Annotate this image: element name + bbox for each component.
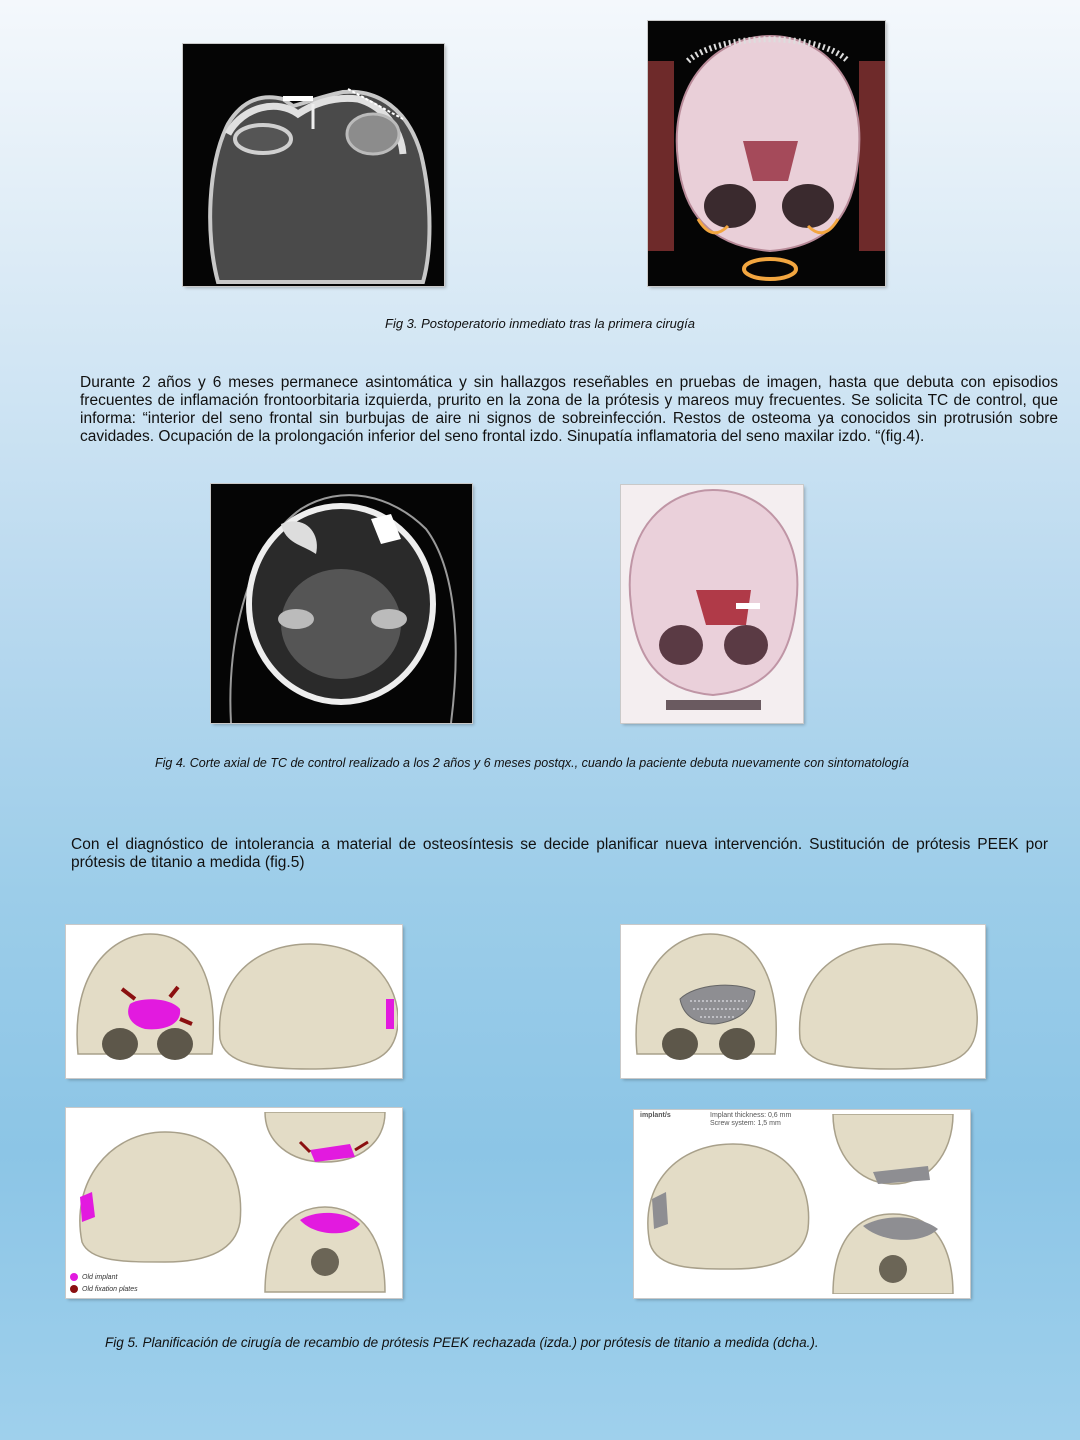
fig5-titanium-implant-multiview: [634, 1110, 970, 1298]
fig5-titanium-implant-frontal-lateral: [621, 925, 985, 1078]
fig3-caption: Fig 3. Postoperatorio inmediato tras la primera cirugía: [385, 316, 695, 331]
legend-label-old-implant: Old implant: [82, 1273, 118, 1281]
screw-system-label: Screw system: 1,5 mm: [710, 1120, 781, 1127]
fig4-3d-skull-reconstruction: [621, 485, 803, 723]
fig4-caption: Fig 4. Corte axial de TC de control realizado a los 2 años y 6 meses postqx., cuando la paciente debuta nuevamente con sintomatología: [155, 756, 909, 770]
implant-thickness-label: Implant thickness: 0,6 mm: [710, 1112, 792, 1119]
legend-label-old-fixation-plates: Old fixation plates: [82, 1285, 138, 1293]
fig4-axial-ct-image: [211, 484, 472, 723]
paragraph-clinical-course: Durante 2 años y 6 meses permanece asintomática y sin hallazgos reseñables en pruebas de imagen, hasta que debuta con episodios frecuentes de inflamación frontoorbitaria izquierda, prurito en la zona de la prótesis y mareos muy frecuentes. Se solicita TC de control, que informa: “interior del seno frontal sin burbujas de aire ni signos de sobreinfección. Restos de osteoma ya conocidos sin protrusión sobre cavidades. Ocupación de la prolongación inferior del seno frontal izdo. Sinupatía inflamatoria del seno maxilar izdo. “(fig.4).: [80, 374, 1058, 445]
paragraph-diagnosis-plan: Con el diagnóstico de intolerancia a material de osteosíntesis se decide planificar nueva intervención. Sustitución de prótesis PEEK por prótesis de titanio a medida (fig.5): [71, 836, 1048, 871]
fig3-axial-ct-image: [183, 44, 444, 286]
legend-old-fixation-plates: [70, 1285, 138, 1293]
legend-old-implant: [70, 1273, 117, 1281]
fig3-3d-skull-reconstruction: [648, 21, 885, 286]
implants-brand-label: implant/s: [640, 1112, 671, 1119]
fig5-old-implant-multiview: [66, 1108, 402, 1298]
legend-swatch-old-fixation-plates: [70, 1285, 78, 1293]
fig5-caption: Fig 5. Planificación de cirugía de recambio de prótesis PEEK rechazada (izda.) por prótesis de titanio a medida (dcha.).: [105, 1335, 819, 1350]
fig5-old-implant-frontal-lateral: [66, 925, 402, 1078]
legend-swatch-old-implant: [70, 1273, 78, 1281]
